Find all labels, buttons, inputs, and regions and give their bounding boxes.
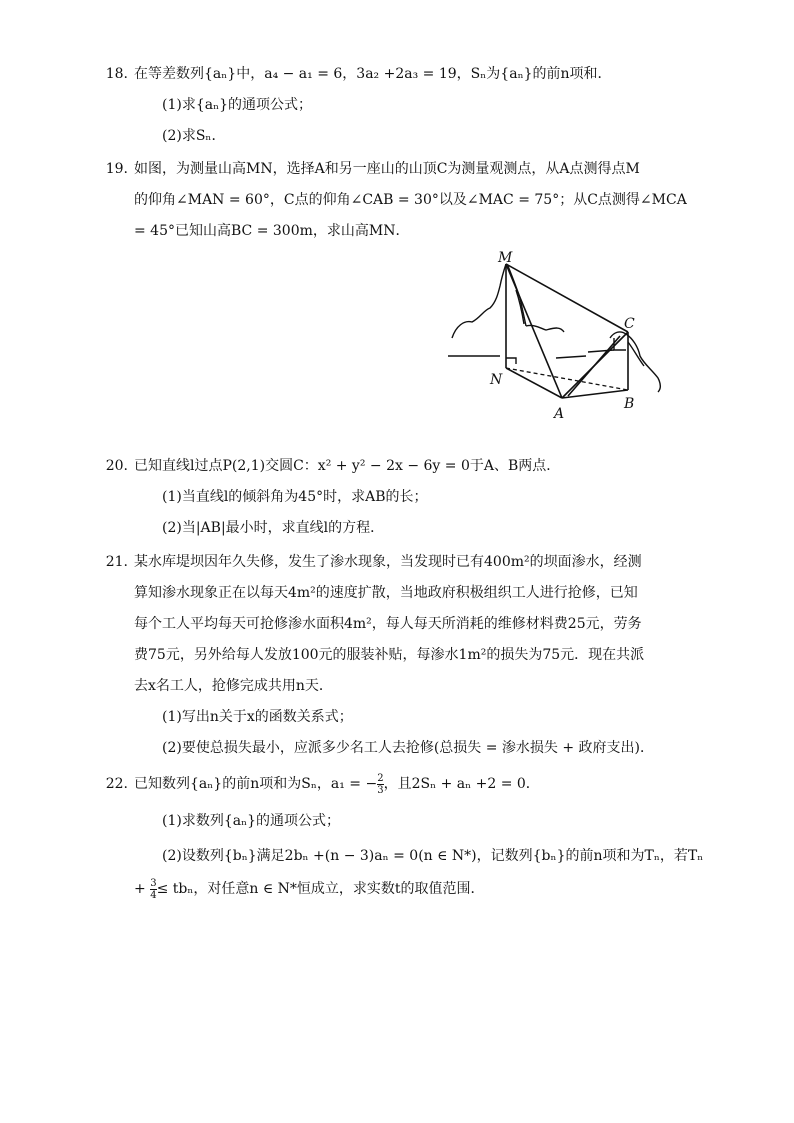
question-number: 19. [105,161,128,177]
question-19 [105,154,687,247]
question-text-c: ≤ tbₙ，对任意n ∈ N*恒成立，求实数t的取值范围． [156,881,485,897]
question-part: (1)求{aₙ}的通项公式； [162,97,313,113]
label-c: C [624,316,635,332]
label-b: B [624,396,635,412]
fraction-numerator: 2 [377,772,384,784]
question-text: 在等差数列{aₙ}中，a₄ − a₁ = 6，3a₂ +2a₃ = 19，Sₙ为{aₙ}的前n项和． [134,66,612,82]
question-part: (2)要使总损失最小，应派多少名工人去抢修(总损失 = 渗水损失 + 政府支出)． [162,740,655,756]
question-number: 18. [105,66,128,82]
question-number: 20. [105,458,128,474]
mountain-figure [438,246,664,424]
question-part: (2)当|AB|最小时，求直线l的方程． [162,520,385,536]
question-18 [105,59,674,152]
question-22 [105,769,704,905]
question-part: (2)求Sₙ． [162,128,226,144]
fraction-numerator: 3 [150,877,157,889]
question-text-a: 已知数列{aₙ}的前n项和为Sₙ，a₁ = − [134,776,378,792]
question-part: (2)设数列{bₙ}满足2bₙ +(n − 3)aₙ = 0(n ∈ N*)，记数列{bₙ}的前n项和为Tₙ，若Tₙ [162,848,704,864]
question-text: 去x名工人，抢修完成共用n天． [134,678,333,694]
question-part: (1)写出n关于x的函数关系式； [162,709,353,725]
question-text: 费75元，另外给每人发放100元的服装补贴，每渗水1m²的损失为75元．现在共派 [134,647,645,663]
label-n: N [490,372,503,388]
question-text-continued [134,874,674,905]
question-20 [105,451,674,544]
question-text: 算知渗水现象正在以每天4m²的速度扩散，当地政府积极组织工人进行抢修，已知 [134,585,638,601]
question-text: 如图，为测量山高MN，选择A和另一座山的山顶C为测量观测点，从A点测得点M [134,161,640,177]
question-number: 21. [105,554,128,570]
question-text: 每个工人平均每天可抢修渗水面积4m²，每人每天所消耗的维修材料费25元，劳务 [134,616,642,632]
question-number: 22. [105,776,128,792]
label-m: M [498,250,513,266]
label-a: A [554,406,565,422]
fraction-denominator: 3 [377,784,384,796]
question-21 [105,547,674,764]
question-part: (1)求数列{aₙ}的通项公式； [162,813,341,829]
question-text [134,769,674,800]
question-text: 的仰角∠MAN = 60°，C点的仰角∠CAB = 30°以及∠MAC = 75°；从C点测得∠MCA [134,192,687,208]
question-text-b: ，且2Sₙ + aₙ +2 = 0． [383,776,540,792]
question-text: 已知直线l过点P(2,1)交圆C：x² + y² − 2x − 6y = 0于A、B两点． [134,458,561,474]
fraction-denominator: 4 [150,889,157,901]
plus-sign: + [134,881,146,897]
question-text: = 45°已知山高BC = 300m，求山高MN． [134,223,410,239]
question-part: (1)当直线l的倾斜角为45°时，求AB的长； [162,489,428,505]
question-text: 某水库堤坝因年久失修，发生了渗水现象，当发现时已有400m²的坝面渗水，经测 [134,554,642,570]
